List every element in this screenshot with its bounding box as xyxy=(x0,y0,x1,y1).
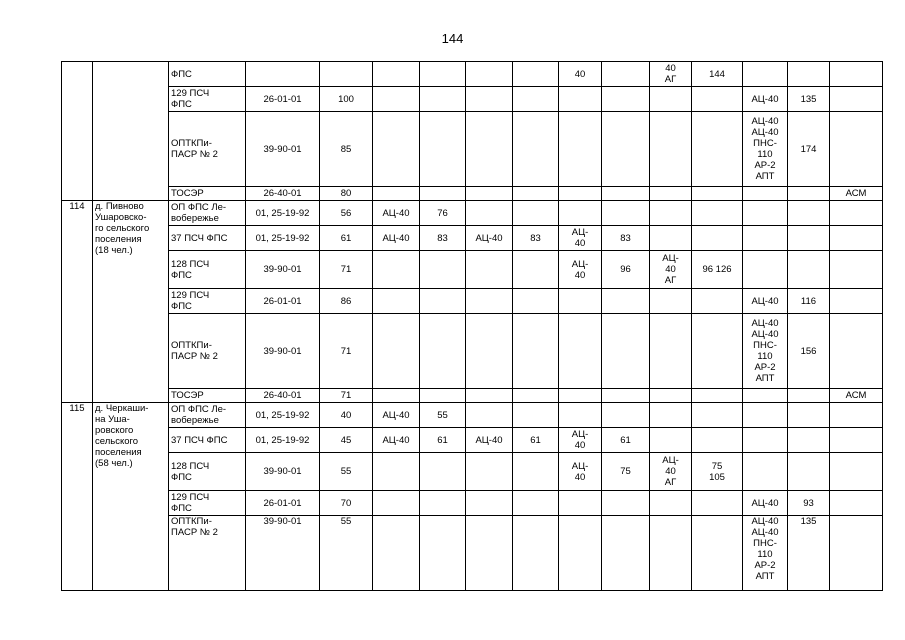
value-cell: 61 xyxy=(420,428,466,453)
phone-cell: 01, 25-19-92 xyxy=(246,403,320,428)
row-number-cell: 114 xyxy=(62,201,93,403)
value-cell xyxy=(788,226,830,251)
value-cell xyxy=(743,226,788,251)
value-cell xyxy=(373,289,420,314)
value-cell xyxy=(830,62,883,87)
value-cell: 75 xyxy=(602,453,650,491)
locality-cell: д. Пивново Ушаровско- го сельского поселения (18 чел.) xyxy=(93,201,169,403)
value-cell: АЦ- 40 xyxy=(559,453,602,491)
value-cell xyxy=(743,187,788,201)
value-cell xyxy=(420,62,466,87)
value-cell xyxy=(650,403,692,428)
table-row xyxy=(62,428,883,453)
value-cell xyxy=(559,314,602,389)
value-cell xyxy=(466,403,513,428)
value-cell: 40 xyxy=(559,62,602,87)
value-cell xyxy=(743,403,788,428)
value-cell xyxy=(650,428,692,453)
table-row xyxy=(62,314,883,389)
value-cell xyxy=(373,251,420,289)
page-number: 144 xyxy=(441,31,464,46)
value-cell xyxy=(830,87,883,112)
table-row xyxy=(62,187,883,201)
value-cell xyxy=(513,201,559,226)
value-cell xyxy=(513,516,559,591)
fire-unit-cell: 128 ПСЧ ФПС xyxy=(169,453,246,491)
value-cell: 96 xyxy=(602,251,650,289)
phone-cell: 39-90-01 xyxy=(246,314,320,389)
value-cell: 55 xyxy=(420,403,466,428)
fire-unit-cell: ФПС xyxy=(169,62,246,87)
value-cell xyxy=(650,187,692,201)
value-cell xyxy=(692,187,743,201)
value-cell xyxy=(830,314,883,389)
value-cell: 83 xyxy=(602,226,650,251)
value-cell: АЦ-40 xyxy=(743,491,788,516)
table-row xyxy=(62,403,883,428)
value-cell xyxy=(513,403,559,428)
value-cell: 100 xyxy=(320,87,373,112)
value-cell xyxy=(466,289,513,314)
value-cell xyxy=(788,389,830,403)
value-cell xyxy=(320,62,373,87)
value-cell xyxy=(788,428,830,453)
value-cell xyxy=(650,112,692,187)
value-cell: 83 xyxy=(513,226,559,251)
value-cell xyxy=(602,187,650,201)
value-cell xyxy=(373,491,420,516)
phone-cell: 39-90-01 xyxy=(246,112,320,187)
value-cell: 135 xyxy=(788,87,830,112)
value-cell xyxy=(513,87,559,112)
phone-cell: 26-40-01 xyxy=(246,389,320,403)
value-cell xyxy=(650,389,692,403)
value-cell xyxy=(650,226,692,251)
value-cell: 71 xyxy=(320,389,373,403)
locality-cell xyxy=(93,62,169,201)
value-cell xyxy=(466,491,513,516)
table-row xyxy=(62,62,883,87)
value-cell: 61 xyxy=(602,428,650,453)
table-row xyxy=(62,389,883,403)
response-table xyxy=(61,61,883,591)
value-cell xyxy=(513,453,559,491)
value-cell: 86 xyxy=(320,289,373,314)
value-cell: АЦ- 40 xyxy=(559,226,602,251)
value-cell xyxy=(466,516,513,591)
value-cell xyxy=(830,516,883,591)
value-cell xyxy=(559,289,602,314)
value-cell xyxy=(513,112,559,187)
fire-unit-cell: ОПТКПи- ПАСР № 2 xyxy=(169,112,246,187)
value-cell: 83 xyxy=(420,226,466,251)
value-cell xyxy=(513,314,559,389)
value-cell: АЦ-40 xyxy=(373,403,420,428)
value-cell xyxy=(650,87,692,112)
value-cell xyxy=(788,201,830,226)
value-cell: АСМ xyxy=(830,187,883,201)
value-cell xyxy=(692,428,743,453)
value-cell xyxy=(420,251,466,289)
value-cell xyxy=(692,87,743,112)
value-cell: 56 xyxy=(320,201,373,226)
value-cell xyxy=(559,112,602,187)
value-cell xyxy=(373,187,420,201)
fire-unit-cell: ТОСЭР xyxy=(169,389,246,403)
value-cell xyxy=(788,251,830,289)
value-cell: 93 xyxy=(788,491,830,516)
value-cell xyxy=(466,87,513,112)
value-cell xyxy=(466,62,513,87)
value-cell xyxy=(602,516,650,591)
value-cell xyxy=(466,251,513,289)
value-cell: 144 xyxy=(692,62,743,87)
value-cell: АЦ-40 xyxy=(373,428,420,453)
phone-cell: 26-01-01 xyxy=(246,491,320,516)
value-cell xyxy=(830,251,883,289)
value-cell xyxy=(466,453,513,491)
fire-unit-cell: 37 ПСЧ ФПС xyxy=(169,226,246,251)
fire-unit-cell: 128 ПСЧ ФПС xyxy=(169,251,246,289)
value-cell xyxy=(466,389,513,403)
phone-cell: 39-90-01 xyxy=(246,453,320,491)
value-cell xyxy=(559,201,602,226)
value-cell xyxy=(743,428,788,453)
value-cell: 40 АГ xyxy=(650,62,692,87)
value-cell xyxy=(692,201,743,226)
value-cell xyxy=(420,389,466,403)
fire-unit-cell: 129 ПСЧ ФПС xyxy=(169,491,246,516)
value-cell xyxy=(788,187,830,201)
value-cell: АЦ-40 АЦ-40 ПНС- 110 АР-2 АПТ xyxy=(743,314,788,389)
value-cell xyxy=(602,201,650,226)
table-row xyxy=(62,516,883,591)
value-cell xyxy=(830,453,883,491)
value-cell xyxy=(743,453,788,491)
value-cell xyxy=(373,112,420,187)
value-cell xyxy=(373,62,420,87)
value-cell xyxy=(830,226,883,251)
value-cell xyxy=(513,187,559,201)
phone-cell: 39-90-01 xyxy=(246,251,320,289)
value-cell: 76 xyxy=(420,201,466,226)
value-cell xyxy=(373,87,420,112)
value-cell: 55 xyxy=(320,453,373,491)
value-cell: 61 xyxy=(513,428,559,453)
table-row xyxy=(62,226,883,251)
value-cell: АЦ-40 xyxy=(743,289,788,314)
value-cell xyxy=(602,112,650,187)
value-cell xyxy=(373,453,420,491)
value-cell xyxy=(420,453,466,491)
phone-cell: 26-01-01 xyxy=(246,87,320,112)
value-cell xyxy=(692,516,743,591)
value-cell xyxy=(602,289,650,314)
value-cell xyxy=(513,289,559,314)
fire-unit-cell: ОП ФПС Ле- вобережье xyxy=(169,403,246,428)
row-number-cell: 115 xyxy=(62,403,93,591)
value-cell xyxy=(420,112,466,187)
value-cell xyxy=(743,251,788,289)
value-cell xyxy=(466,112,513,187)
value-cell: 71 xyxy=(320,251,373,289)
fire-unit-cell: 129 ПСЧ ФПС xyxy=(169,289,246,314)
value-cell: 61 xyxy=(320,226,373,251)
fire-unit-cell: ТОСЭР xyxy=(169,187,246,201)
value-cell xyxy=(466,201,513,226)
value-cell xyxy=(602,389,650,403)
value-cell xyxy=(420,314,466,389)
fire-unit-cell: 129 ПСЧ ФПС xyxy=(169,87,246,112)
row-number-cell xyxy=(62,62,93,201)
value-cell xyxy=(559,403,602,428)
value-cell xyxy=(830,491,883,516)
value-cell: 45 xyxy=(320,428,373,453)
value-cell xyxy=(830,201,883,226)
phone-cell: 01, 25-19-92 xyxy=(246,201,320,226)
value-cell xyxy=(692,289,743,314)
value-cell xyxy=(420,491,466,516)
value-cell: 71 xyxy=(320,314,373,389)
locality-cell: д. Черкаши- на Уша- ровского сельского поселения (58 чел.) xyxy=(93,403,169,591)
value-cell xyxy=(692,389,743,403)
table-row xyxy=(62,201,883,226)
value-cell: АЦ- 40 АГ xyxy=(650,251,692,289)
value-cell: 85 xyxy=(320,112,373,187)
value-cell xyxy=(559,516,602,591)
value-cell: 174 xyxy=(788,112,830,187)
fire-unit-cell: ОПТКПи- ПАСР № 2 xyxy=(169,314,246,389)
value-cell: АЦ-40 АЦ-40 ПНС- 110 АР-2 АПТ xyxy=(743,516,788,591)
table-row xyxy=(62,289,883,314)
value-cell xyxy=(743,62,788,87)
value-cell xyxy=(650,516,692,591)
value-cell xyxy=(830,112,883,187)
value-cell xyxy=(373,389,420,403)
phone-cell xyxy=(246,62,320,87)
value-cell xyxy=(420,516,466,591)
table-row xyxy=(62,112,883,187)
value-cell xyxy=(559,491,602,516)
value-cell: АСМ xyxy=(830,389,883,403)
value-cell xyxy=(692,314,743,389)
value-cell xyxy=(602,62,650,87)
value-cell: АЦ- 40 АГ xyxy=(650,453,692,491)
value-cell xyxy=(466,314,513,389)
value-cell xyxy=(513,62,559,87)
phone-cell: 26-40-01 xyxy=(246,187,320,201)
value-cell xyxy=(420,187,466,201)
value-cell: АЦ-40 xyxy=(373,201,420,226)
value-cell xyxy=(743,389,788,403)
value-cell xyxy=(650,491,692,516)
value-cell xyxy=(830,428,883,453)
fire-unit-cell: ОП ФПС Ле- вобережье xyxy=(169,201,246,226)
value-cell xyxy=(466,187,513,201)
value-cell: АЦ- 40 xyxy=(559,428,602,453)
phone-cell: 01, 25-19-92 xyxy=(246,226,320,251)
value-cell xyxy=(559,187,602,201)
value-cell: 75 105 xyxy=(692,453,743,491)
value-cell xyxy=(373,516,420,591)
value-cell xyxy=(602,87,650,112)
value-cell xyxy=(830,403,883,428)
value-cell: АЦ- 40 xyxy=(559,251,602,289)
value-cell: 55 xyxy=(320,516,373,591)
value-cell xyxy=(830,289,883,314)
value-cell xyxy=(650,201,692,226)
table-row xyxy=(62,491,883,516)
value-cell: АЦ-40 xyxy=(743,87,788,112)
value-cell xyxy=(743,201,788,226)
value-cell xyxy=(420,289,466,314)
value-cell: 40 xyxy=(320,403,373,428)
value-cell xyxy=(559,87,602,112)
value-cell: АЦ-40 АЦ-40 ПНС- 110 АР-2 АПТ xyxy=(743,112,788,187)
value-cell xyxy=(650,314,692,389)
value-cell xyxy=(692,403,743,428)
value-cell: АЦ-40 xyxy=(373,226,420,251)
table-row xyxy=(62,453,883,491)
value-cell xyxy=(513,389,559,403)
value-cell: 80 xyxy=(320,187,373,201)
value-cell xyxy=(559,389,602,403)
phone-cell: 26-01-01 xyxy=(246,289,320,314)
value-cell: АЦ-40 xyxy=(466,428,513,453)
value-cell xyxy=(513,251,559,289)
value-cell: 135 xyxy=(788,516,830,591)
value-cell xyxy=(788,453,830,491)
value-cell xyxy=(602,314,650,389)
value-cell: 70 xyxy=(320,491,373,516)
value-cell xyxy=(420,87,466,112)
value-cell: АЦ-40 xyxy=(466,226,513,251)
value-cell xyxy=(513,491,559,516)
fire-unit-cell: ОПТКПи- ПАСР № 2 xyxy=(169,516,246,591)
value-cell xyxy=(692,491,743,516)
fire-unit-cell: 37 ПСЧ ФПС xyxy=(169,428,246,453)
value-cell: 156 xyxy=(788,314,830,389)
table-row xyxy=(62,87,883,112)
value-cell xyxy=(602,491,650,516)
table-row xyxy=(62,251,883,289)
value-cell xyxy=(692,112,743,187)
value-cell xyxy=(692,226,743,251)
value-cell xyxy=(602,403,650,428)
phone-cell: 01, 25-19-92 xyxy=(246,428,320,453)
value-cell xyxy=(788,403,830,428)
value-cell xyxy=(650,289,692,314)
value-cell xyxy=(788,62,830,87)
value-cell xyxy=(373,314,420,389)
value-cell: 116 xyxy=(788,289,830,314)
value-cell: 96 126 xyxy=(692,251,743,289)
phone-cell: 39-90-01 xyxy=(246,516,320,591)
